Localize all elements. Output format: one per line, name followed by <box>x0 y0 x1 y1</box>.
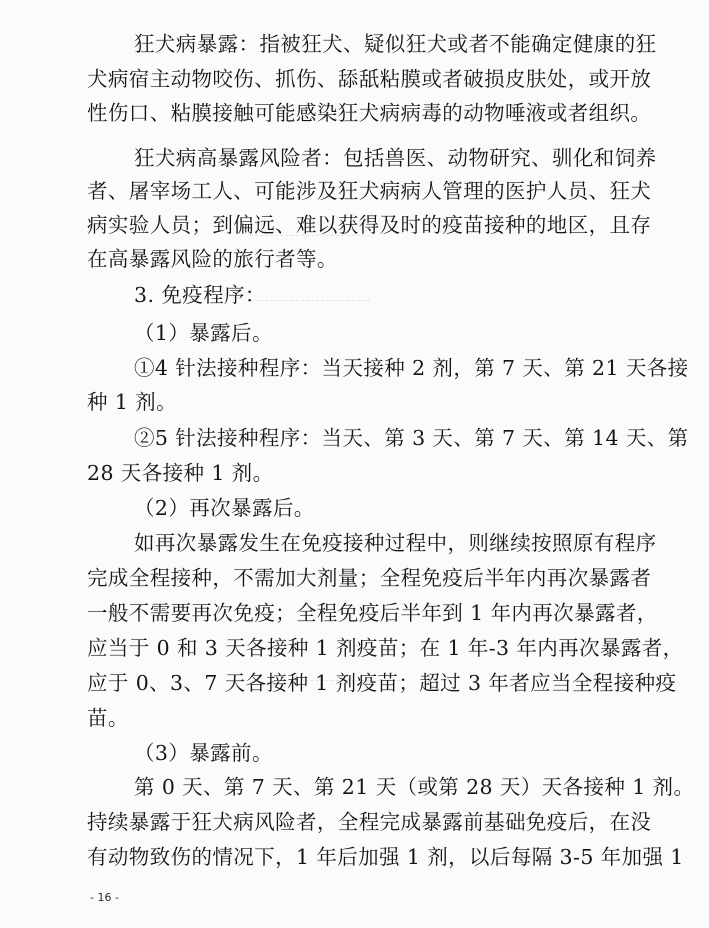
text-line: 狂犬病暴露：指被狂犬、疑似狂犬或者不能确定健康的狂 <box>134 32 657 56</box>
text-line: 种 1 剂。 <box>87 390 177 414</box>
page-number: - 16 - <box>90 891 119 904</box>
bleed-through-mark <box>250 300 370 301</box>
text-line: 应当于 0 和 3 天各接种 1 剂疫苗；在 1 年-3 年内再次暴露者， <box>87 636 684 660</box>
text-line: 应于 0、3、7 天各接种 1 剂疫苗；超过 3 年者应当全程接种疫 <box>87 671 677 695</box>
subsection-heading: （1）暴露后。 <box>134 321 273 345</box>
subsection-heading: （2）再次暴露后。 <box>134 496 315 520</box>
text-line: 28 天各接种 1 剂。 <box>87 461 274 485</box>
text-line: 者、屠宰场工人、可能涉及狂犬病病人管理的医护人员、狂犬 <box>87 179 652 203</box>
text-line: 完成全程接种，不需加大剂量；全程免疫后半年内再次暴露者 <box>87 566 652 590</box>
text-line: 苗。 <box>87 706 129 730</box>
text-line: 犬病宿主动物咬伤、抓伤、舔舐粘膜或者破损皮肤处，或开放 <box>87 67 652 91</box>
section-heading: 3. 免疫程序： <box>134 283 266 307</box>
text-line: 一般不需要再次免疫；全程免疫后半年到 1 年内再次暴露者， <box>87 601 658 625</box>
text-line: ①4 针法接种程序：当天接种 2 剂，第 7 天、第 21 天各接 <box>134 356 689 380</box>
text-line: 如再次暴露发生在免疫接种过程中，则继续按照原有程序 <box>134 531 657 555</box>
text-line: ②5 针法接种程序：当天、第 3 天、第 7 天、第 14 天、第 <box>134 426 689 450</box>
text-line: 在高暴露风险的旅行者等。 <box>87 247 338 271</box>
subsection-heading: （3）暴露前。 <box>134 741 273 765</box>
text-line: 有动物致伤的情况下，1 年后加强 1 剂，以后每隔 3-5 年加强 1 <box>87 845 684 869</box>
text-line: 第 0 天、第 7 天、第 21 天（或第 28 天）天各接种 1 剂。 <box>134 775 695 799</box>
text-line: 病实验人员；到偏远、难以获得及时的疫苗接种的地区，且存 <box>87 213 652 237</box>
text-line: 持续暴露于狂犬病风险者，全程完成暴露前基础免疫后，在没 <box>87 810 652 834</box>
text-line: 狂犬病高暴露风险者：包括兽医、动物研究、驯化和饲养 <box>134 146 657 170</box>
text-line: 性伤口、粘膜接触可能感染狂犬病病毒的动物唾液或者组织。 <box>87 101 652 125</box>
